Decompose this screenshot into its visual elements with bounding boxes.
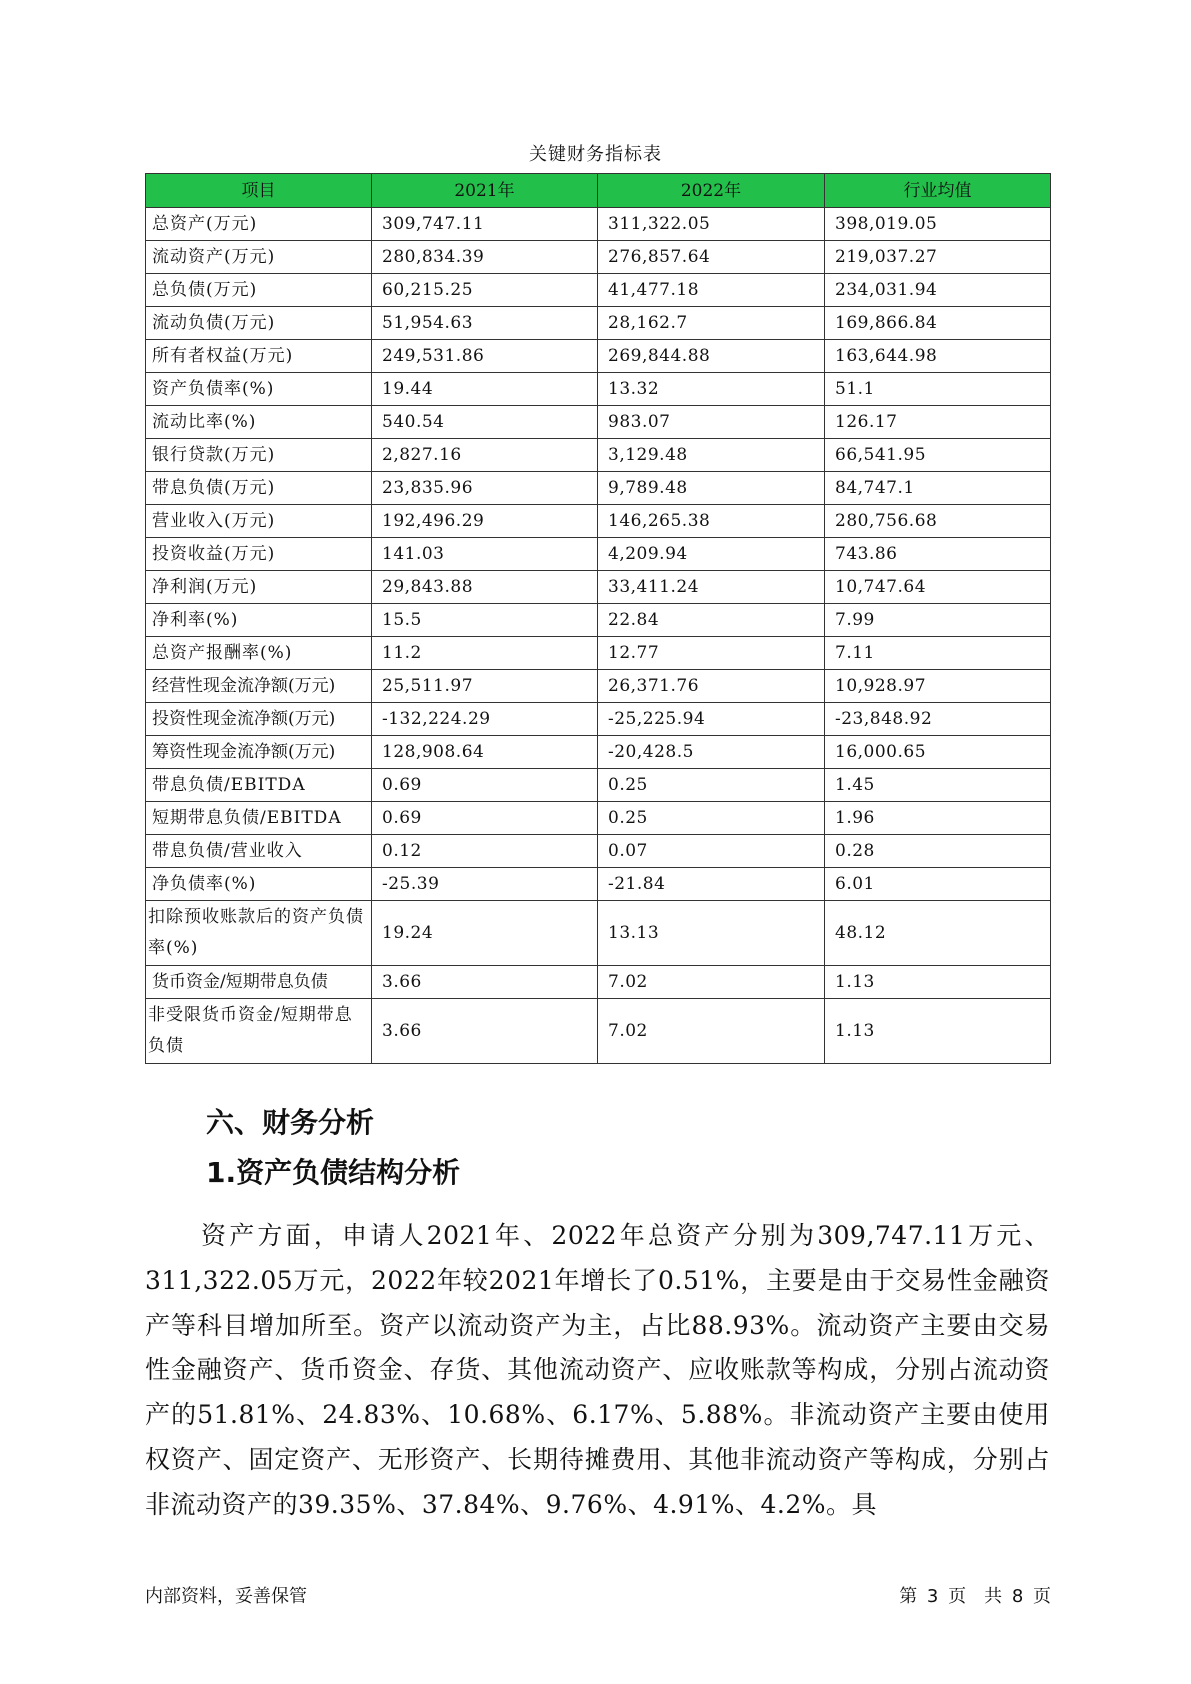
value-industry-average: -23,848.92 [825, 703, 1051, 736]
value-2022: -20,428.5 [598, 736, 825, 769]
section-heading: 六、财务分析 [206, 1106, 375, 1139]
table-row [146, 802, 1051, 835]
value-industry-average: 7.11 [825, 637, 1051, 670]
value-2021: 540.54 [372, 406, 598, 439]
value-industry-average: 1.13 [825, 966, 1051, 999]
value-industry-average: 10,747.64 [825, 571, 1051, 604]
value-2021: 249,531.86 [372, 340, 598, 373]
value-2021: 192,496.29 [372, 505, 598, 538]
section-subheading: 1.资产负债结构分析 [206, 1156, 461, 1189]
value-2022: 12.77 [598, 637, 825, 670]
row-label: 总负债(万元) [146, 274, 372, 307]
value-industry-average: 1.13 [825, 999, 1051, 1064]
value-industry-average: 169,866.84 [825, 307, 1051, 340]
value-2022: 311,322.05 [598, 208, 825, 241]
table-row [146, 208, 1051, 241]
value-2021: 128,908.64 [372, 736, 598, 769]
value-industry-average: 743.86 [825, 538, 1051, 571]
table-row [146, 769, 1051, 802]
row-label: 货币资金/短期带息负债 [146, 966, 372, 999]
value-2022: 41,477.18 [598, 274, 825, 307]
row-label: 扣除预收账款后的资产负债率(%) [146, 901, 372, 966]
value-2021: 280,834.39 [372, 241, 598, 274]
value-2021: 0.69 [372, 802, 598, 835]
table-row [146, 472, 1051, 505]
value-2021: 51,954.63 [372, 307, 598, 340]
footer-confidential-note: 内部资料，妥善保管 [145, 1586, 307, 1607]
row-label: 投资收益(万元) [146, 538, 372, 571]
row-label: 净利率(%) [146, 604, 372, 637]
row-label: 营业收入(万元) [146, 505, 372, 538]
value-2021: -25.39 [372, 868, 598, 901]
row-label: 投资性现金流净额(万元) [146, 703, 372, 736]
row-label: 流动比率(%) [146, 406, 372, 439]
value-2021: 0.12 [372, 835, 598, 868]
financial-indicators-table [145, 173, 1051, 1064]
table-row [146, 274, 1051, 307]
value-2022: 3,129.48 [598, 439, 825, 472]
value-industry-average: 0.28 [825, 835, 1051, 868]
table-row [146, 670, 1051, 703]
row-label: 带息负债/营业收入 [146, 835, 372, 868]
value-2022: 983.07 [598, 406, 825, 439]
value-industry-average: 51.1 [825, 373, 1051, 406]
value-industry-average: 163,644.98 [825, 340, 1051, 373]
value-2021: 60,215.25 [372, 274, 598, 307]
row-label: 总资产报酬率(%) [146, 637, 372, 670]
value-2021: 309,747.11 [372, 208, 598, 241]
value-2021: 0.69 [372, 769, 598, 802]
table-row [146, 406, 1051, 439]
value-industry-average: 10,928.97 [825, 670, 1051, 703]
value-2022: -25,225.94 [598, 703, 825, 736]
header-industry-average: 行业均值 [825, 174, 1051, 208]
value-industry-average: 126.17 [825, 406, 1051, 439]
table-row [146, 241, 1051, 274]
value-2022: 33,411.24 [598, 571, 825, 604]
header-2022: 2022年 [598, 174, 825, 208]
value-2022: 9,789.48 [598, 472, 825, 505]
table-row [146, 637, 1051, 670]
row-label: 流动负债(万元) [146, 307, 372, 340]
table-row [146, 571, 1051, 604]
row-label: 所有者权益(万元) [146, 340, 372, 373]
table-row [146, 604, 1051, 637]
table-row [146, 868, 1051, 901]
table-row [146, 505, 1051, 538]
table-row [146, 439, 1051, 472]
value-2021: 2,827.16 [372, 439, 598, 472]
value-2022: 22.84 [598, 604, 825, 637]
table-row [146, 901, 1051, 966]
value-2021: 15.5 [372, 604, 598, 637]
value-industry-average: 398,019.05 [825, 208, 1051, 241]
value-2021: 19.44 [372, 373, 598, 406]
value-2021: 25,511.97 [372, 670, 598, 703]
analysis-paragraph: 资产方面，申请人2021年、2022年总资产分别为309,747.11万元、311,322.05万元，2022年较2021年增长了0.51%，主要是由于交易性金融资产等科目增加所至。资产以流动资产为主，占比88.93%。流动资产主要由交易性金融资产、货币资金、存货、其他流动资产、应收账款等构成，分别占流动资产的51.81%、24.83%、10.68%、6.17%、5.88%。非流动资产主要由使用权资产、固定资产、无形资产、长期待摊费用、其他非流动资产等构成，分别占非流动资产的39.35%、37.84%、9.76%、4.91%、4.2%。具 [145, 1221, 1050, 1519]
value-2022: 26,371.76 [598, 670, 825, 703]
table-row [146, 373, 1051, 406]
value-2022: 0.25 [598, 802, 825, 835]
row-label: 带息负债(万元) [146, 472, 372, 505]
row-label: 资产负债率(%) [146, 373, 372, 406]
value-2022: 7.02 [598, 999, 825, 1064]
row-label: 经营性现金流净额(万元) [146, 670, 372, 703]
row-label: 银行贷款(万元) [146, 439, 372, 472]
value-2021: 23,835.96 [372, 472, 598, 505]
value-2021: -132,224.29 [372, 703, 598, 736]
value-2021: 141.03 [372, 538, 598, 571]
row-label: 非受限货币资金/短期带息负债 [146, 999, 372, 1064]
value-industry-average: 234,031.94 [825, 274, 1051, 307]
value-2022: 13.32 [598, 373, 825, 406]
value-industry-average: 7.99 [825, 604, 1051, 637]
value-industry-average: 1.96 [825, 802, 1051, 835]
row-label: 总资产(万元) [146, 208, 372, 241]
value-industry-average: 66,541.95 [825, 439, 1051, 472]
value-2022: 0.25 [598, 769, 825, 802]
value-2022: 4,209.94 [598, 538, 825, 571]
value-2021: 29,843.88 [372, 571, 598, 604]
value-industry-average: 1.45 [825, 769, 1051, 802]
row-label: 净利润(万元) [146, 571, 372, 604]
value-2022: 146,265.38 [598, 505, 825, 538]
value-industry-average: 6.01 [825, 868, 1051, 901]
value-2021: 11.2 [372, 637, 598, 670]
row-label: 短期带息负债/EBITDA [146, 802, 372, 835]
table-caption: 关键财务指标表 [529, 144, 662, 165]
row-label: 带息负债/EBITDA [146, 769, 372, 802]
value-industry-average: 48.12 [825, 901, 1051, 966]
value-2021: 19.24 [372, 901, 598, 966]
row-label: 净负债率(%) [146, 868, 372, 901]
row-label: 流动资产(万元) [146, 241, 372, 274]
value-2022: 0.07 [598, 835, 825, 868]
table-row [146, 835, 1051, 868]
table-row [146, 307, 1051, 340]
value-2022: 276,857.64 [598, 241, 825, 274]
table-row [146, 703, 1051, 736]
table-header-row [146, 174, 1051, 208]
value-industry-average: 219,037.27 [825, 241, 1051, 274]
header-2021: 2021年 [372, 174, 598, 208]
value-2022: 28,162.7 [598, 307, 825, 340]
value-2022: 13.13 [598, 901, 825, 966]
value-industry-average: 16,000.65 [825, 736, 1051, 769]
value-2021: 3.66 [372, 999, 598, 1064]
table-row [146, 736, 1051, 769]
value-2021: 3.66 [372, 966, 598, 999]
footer-page-number: 第 3 页 共 8 页 [899, 1586, 1051, 1607]
table-row [146, 340, 1051, 373]
table-row [146, 966, 1051, 999]
value-industry-average: 280,756.68 [825, 505, 1051, 538]
table-row [146, 538, 1051, 571]
table-row [146, 999, 1051, 1064]
value-2022: 269,844.88 [598, 340, 825, 373]
value-2022: -21.84 [598, 868, 825, 901]
value-industry-average: 84,747.1 [825, 472, 1051, 505]
value-2022: 7.02 [598, 966, 825, 999]
header-item: 项目 [146, 174, 372, 208]
row-label: 筹资性现金流净额(万元) [146, 736, 372, 769]
